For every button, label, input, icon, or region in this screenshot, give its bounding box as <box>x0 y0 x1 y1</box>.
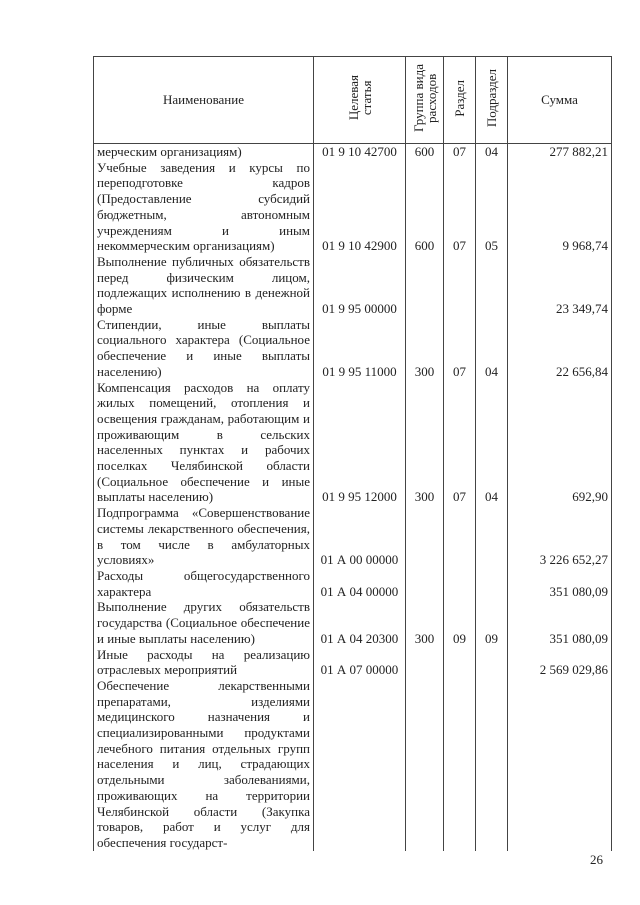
cell-group <box>406 647 444 678</box>
cell-section <box>444 254 476 317</box>
cell-name: Иные расходы на реализацию отраслевых мероприятий <box>94 647 314 678</box>
table-row <box>94 254 612 317</box>
cell-target: 01 А 04 20300 <box>314 599 406 646</box>
cell-subsection: 04 <box>476 380 508 506</box>
table-row <box>94 317 612 380</box>
cell-section: 09 <box>444 599 476 646</box>
cell-subsection <box>476 254 508 317</box>
cell-name: Учебные заведения и курсы по переподготовке кадров (Предоставление субсидий бюджетным, автономным учреждениям и иным некоммерческим организациям) <box>94 160 314 254</box>
cell-name: Выполнение других обязательств государства (Социальное обеспечение и иные выплаты населению) <box>94 599 314 646</box>
cell-sum: 2 569 029,86 <box>508 647 612 678</box>
cell-sum: 351 080,09 <box>508 568 612 599</box>
cell-sum: 692,90 <box>508 380 612 506</box>
header-expense-group: Группа вида расходов <box>406 57 444 144</box>
cell-group: 300 <box>406 317 444 380</box>
cell-subsection: 05 <box>476 160 508 254</box>
cell-subsection <box>476 647 508 678</box>
cell-target: 01 А 07 00000 <box>314 647 406 678</box>
cell-subsection <box>476 505 508 568</box>
cell-subsection <box>476 568 508 599</box>
cell-group <box>406 254 444 317</box>
table-row <box>94 568 612 599</box>
cell-group: 600 <box>406 160 444 254</box>
cell-sum: 23 349,74 <box>508 254 612 317</box>
cell-group: 300 <box>406 380 444 506</box>
cell-sum: 9 968,74 <box>508 160 612 254</box>
cell-subsection <box>476 678 508 851</box>
cell-group <box>406 678 444 851</box>
table-row <box>94 647 612 678</box>
cell-target: 01 9 95 00000 <box>314 254 406 317</box>
table-row <box>94 678 612 851</box>
cell-name: мерческим организациям) <box>94 144 314 160</box>
cell-group: 300 <box>406 599 444 646</box>
cell-target: 01 9 10 42700 <box>314 144 406 160</box>
cell-group <box>406 568 444 599</box>
page-number: 26 <box>590 852 603 867</box>
budget-table <box>93 56 612 851</box>
cell-name: Компенсация расходов на оплату жилых помещений, отопления и освещения гражданам, работающим и проживающим в сельских населенных пунктах и рабочих поселках Челябинской области (Социальное обеспечение и иные выплаты населению) <box>94 380 314 506</box>
cell-sum: 277 882,21 <box>508 144 612 160</box>
header-subsection: Подраздел <box>476 57 508 144</box>
cell-section <box>444 505 476 568</box>
cell-section <box>444 647 476 678</box>
header-section: Раздел <box>444 57 476 144</box>
cell-section: 07 <box>444 380 476 506</box>
cell-name: Расходы общегосударственного характера <box>94 568 314 599</box>
cell-sum: 22 656,84 <box>508 317 612 380</box>
cell-name: Обеспечение лекарственными препаратами, изделиями медицинского назначения и специализированными продуктами лечебного питания отдельных групп населения и лиц, страдающих отдельными заболеваниями, проживающих на территории Челябинской области (Закупка товаров, работ и услуг для обеспечения государст- <box>94 678 314 851</box>
cell-sum: 3 226 652,27 <box>508 505 612 568</box>
cell-target: 01 9 95 11000 <box>314 317 406 380</box>
cell-group <box>406 505 444 568</box>
cell-section <box>444 678 476 851</box>
cell-section <box>444 568 476 599</box>
cell-target <box>314 678 406 851</box>
cell-subsection: 09 <box>476 599 508 646</box>
cell-name: Выполнение публичных обязательств перед физическим лицом, подлежащих исполнению в денежной форме <box>94 254 314 317</box>
header-name: Наименование <box>94 57 314 144</box>
cell-subsection: 04 <box>476 317 508 380</box>
cell-name: Стипендии, иные выплаты социального характера (Социальное обеспечение и иные выплаты населению) <box>94 317 314 380</box>
table-row <box>94 505 612 568</box>
table-row <box>94 144 612 160</box>
header-target: Целевая статья <box>314 57 406 144</box>
cell-target: 01 9 95 12000 <box>314 380 406 506</box>
cell-group: 600 <box>406 144 444 160</box>
table-row <box>94 380 612 506</box>
cell-target: 01 А 04 00000 <box>314 568 406 599</box>
table-header-row <box>94 57 612 144</box>
header-sum: Сумма <box>508 57 612 144</box>
cell-sum: 351 080,09 <box>508 599 612 646</box>
cell-section: 07 <box>444 144 476 160</box>
cell-section: 07 <box>444 160 476 254</box>
cell-section: 07 <box>444 317 476 380</box>
cell-name: Подпрограмма «Совершенствование системы лекарственного обеспечения, в том числе в амбулаторных условиях» <box>94 505 314 568</box>
cell-subsection: 04 <box>476 144 508 160</box>
cell-target: 01 А 00 00000 <box>314 505 406 568</box>
table-row <box>94 160 612 254</box>
cell-sum <box>508 678 612 851</box>
table-row <box>94 599 612 646</box>
cell-target: 01 9 10 42900 <box>314 160 406 254</box>
